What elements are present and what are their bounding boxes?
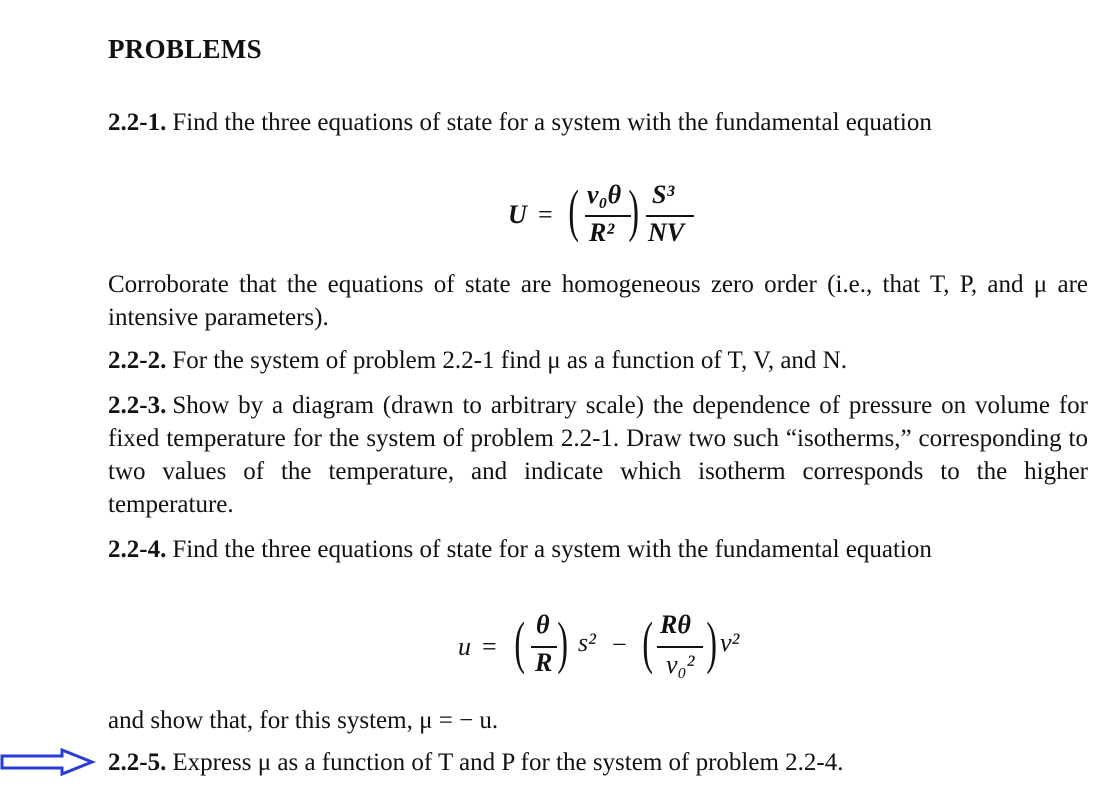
right-paren: ) xyxy=(557,610,568,675)
fraction-numerator: θ xyxy=(536,610,550,639)
problem-text: Show by a diagram (drawn to arbitrary scale) the dependence of pressure on volume for fixed temperature for the system of problem 2.2-1. Draw two such “isotherms,” corresponding to two values of the temperature, and indicate which isotherm corresponds to the higher temperature. xyxy=(108,392,1088,518)
fraction-numerator: v₀θ xyxy=(587,180,622,209)
problem-2-2-1 xyxy=(108,106,1088,139)
problem-number: 2.2-1. xyxy=(108,109,167,136)
problem-2-2-3 xyxy=(108,389,1088,521)
right-paren: ) xyxy=(628,178,639,243)
left-paren: ( xyxy=(642,610,653,675)
problem-number: 2.2-3. xyxy=(108,392,167,419)
problem-2-2-4 xyxy=(108,533,1088,566)
left-paren: ( xyxy=(568,178,579,243)
problem-number: 2.2-5. xyxy=(108,749,167,776)
fraction-denominator: v₀² xyxy=(666,650,695,679)
problem-text: Find the three equations of state for a system with the fundamental equation xyxy=(172,536,932,563)
equation-term: v² xyxy=(720,628,740,657)
problem-2-2-4-continued xyxy=(108,704,1088,737)
fraction-numerator: Rθ xyxy=(660,610,691,639)
left-paren: ( xyxy=(514,610,525,675)
problem-2-2-1-continued xyxy=(108,268,1088,334)
problem-text: Express μ as a function of T and P for the system of problem 2.2-4. xyxy=(172,749,844,776)
problem-2-2-2 xyxy=(108,344,1088,377)
fraction-numerator: S³ xyxy=(652,180,675,209)
section-heading: PROBLEMS xyxy=(108,34,262,64)
problem-number: 2.2-4. xyxy=(108,536,167,563)
minus-sign: − xyxy=(612,630,627,659)
fraction-bar xyxy=(585,215,631,217)
fraction-bar xyxy=(657,646,703,648)
equation-lhs: u xyxy=(458,632,471,661)
problem-text: Find the three equations of state for a system with the fundamental equation xyxy=(172,109,932,136)
fraction-denominator: NV xyxy=(648,218,685,247)
equation-lhs: U xyxy=(508,200,527,229)
problem-2-2-5 xyxy=(108,746,1088,779)
equals-sign: = xyxy=(538,200,553,229)
problem-text: For the system of problem 2.2-1 find μ as a function of T, V, and N. xyxy=(172,347,847,374)
problem-number: 2.2-2. xyxy=(108,347,167,374)
problem-text: and show that, for this system, μ = − u. xyxy=(108,707,499,734)
equals-sign: = xyxy=(482,632,497,661)
right-arrow-icon xyxy=(0,748,100,778)
right-paren: ) xyxy=(706,610,717,675)
problem-text: Corroborate that the equations of state are homogeneous zero order (i.e., that T, P, and μ are intensive parameters). xyxy=(108,271,1088,331)
equation-term: s² xyxy=(578,628,596,657)
fraction-denominator: R² xyxy=(589,218,615,247)
fraction-denominator: R xyxy=(535,648,553,677)
fraction-bar xyxy=(646,215,694,217)
